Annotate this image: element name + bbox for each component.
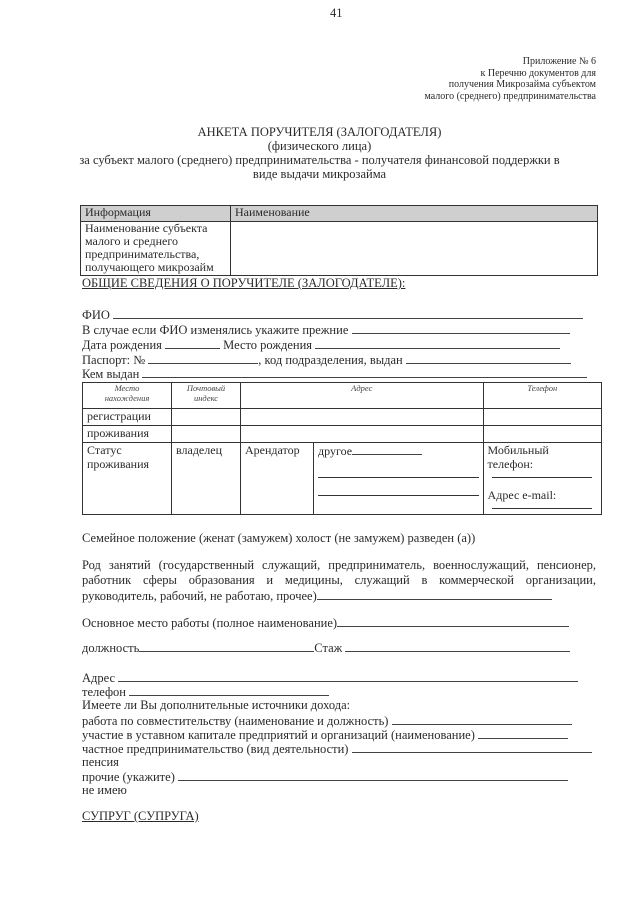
info-label-line: Наименование субъекта [85, 221, 208, 235]
addr-registration-phone[interactable] [483, 409, 601, 426]
status-other-row [318, 443, 479, 458]
income-question: Имеете ли Вы дополнительные источники дохода: [82, 698, 351, 712]
experience-field[interactable] [345, 640, 570, 652]
status-other-line[interactable] [318, 487, 479, 496]
header-line: Почтовый [186, 383, 226, 393]
appendix-line: к Перечню документов для [480, 67, 596, 79]
addr-header-address: Адрес [241, 383, 484, 409]
status-other[interactable] [314, 443, 484, 515]
info-label-line: предпринимательства, [85, 247, 200, 261]
addr-row-registration: регистрации [83, 409, 172, 426]
issued-field[interactable] [406, 352, 571, 364]
income-option-pension[interactable]: пенсия [82, 755, 119, 769]
addr-residence-zip[interactable] [172, 426, 241, 443]
income-option-row [82, 741, 592, 757]
income-option-label: участие в уставном капитале предприятий и организаций (наименование) [82, 728, 475, 742]
passport-label: Паспорт: № [82, 353, 146, 367]
addr-residence-phone[interactable] [483, 426, 601, 443]
info-label-line: малого и среднего [85, 234, 178, 248]
occupation-line: Род занятий (государственный служащий, предприниматель, военнослужащий, пенсионер, [82, 558, 596, 572]
appendix-line: получения Микрозайма субъектом [448, 79, 596, 90]
title-line3: за субъект малого (среднего) предпринимательства - получателя финансовой поддержки в [79, 153, 560, 167]
addr-header-phone: Телефон [483, 383, 601, 409]
fio-changed-row [82, 322, 570, 338]
work-phone-label: телефон [82, 685, 126, 699]
status-label-line: проживания [87, 457, 150, 471]
issued-by-row [82, 366, 587, 382]
appendix-line: малого (среднего) предпринимательства [424, 90, 596, 102]
info-row-value[interactable] [231, 222, 598, 276]
info-row-label [81, 222, 231, 276]
birth-date-label: Дата рождения [82, 338, 162, 352]
status-label-line: Статус [87, 443, 122, 457]
addr-residence-address[interactable] [241, 426, 484, 443]
appendix-line: Приложение № 6 [522, 56, 596, 67]
income-option-field[interactable] [178, 769, 568, 781]
header-line: индекс [193, 393, 219, 403]
experience-label: Стаж [314, 641, 343, 655]
address-table [82, 382, 602, 515]
position-field[interactable] [139, 640, 314, 652]
info-table [80, 205, 598, 276]
income-option-label: работа по совместительству (наименование и должность) [82, 714, 389, 728]
header-line: нахождения [104, 393, 150, 403]
status-owner[interactable]: владелец [172, 443, 241, 515]
title-main: АНКЕТА ПОРУЧИТЕЛЯ (ЗАЛОГОДАТЕЛЯ) [197, 125, 442, 139]
title-line4: виде выдачи микрозайма [252, 167, 387, 181]
occupation-line-3 [82, 588, 596, 604]
fio-row [82, 307, 583, 323]
family-status: Семейное положение (женат (замужем) холост (не замужем) разведен (а)) [82, 531, 476, 545]
work-phone-field[interactable] [129, 684, 329, 696]
income-option-label: прочие (укажите) [82, 770, 175, 784]
info-header-info: Информация [81, 206, 231, 222]
main-work-label: Основное место работы (полное наименование) [82, 616, 338, 630]
addr-header-location [83, 383, 172, 409]
general-heading: ОБЩИЕ СВЕДЕНИЯ О ПОРУЧИТЕЛЕ (ЗАЛОГОДАТЕЛЕ): [82, 276, 406, 290]
form-title [0, 125, 639, 181]
appendix-note [424, 56, 596, 102]
fio-field[interactable] [113, 307, 583, 319]
status-tenant[interactable]: Арендатор [241, 443, 314, 515]
issued-by-field[interactable] [142, 366, 587, 378]
mobile-phone-field[interactable] [492, 471, 592, 478]
division-code-label: , код подразделения, выдан [258, 353, 403, 367]
fio-changed-label: В случае если ФИО изменялись укажите прежние [82, 323, 349, 337]
income-option-field[interactable] [478, 727, 568, 739]
birth-date-field[interactable] [165, 337, 220, 349]
occupation-block [82, 558, 596, 604]
main-work-field[interactable] [337, 615, 569, 627]
position-row [82, 640, 570, 656]
work-address-field[interactable] [118, 670, 578, 682]
fio-changed-field[interactable] [352, 322, 570, 334]
income-option-row [82, 769, 568, 785]
info-header-name: Наименование [231, 206, 598, 222]
addr-row-residence: проживания [83, 426, 172, 443]
status-label [83, 443, 172, 515]
spouse-heading: СУПРУГ (СУПРУГА) [82, 809, 199, 823]
income-option-none[interactable]: не имею [82, 783, 127, 797]
status-other-field[interactable] [352, 443, 422, 455]
work-address-label: Адрес [82, 671, 116, 685]
income-option-label: частное предпринимательство (вид деятельности) [82, 742, 349, 756]
page-number: 41 [330, 6, 343, 20]
birth-row [82, 337, 560, 353]
occupation-line: работник сферы образования и медицины, служащий в коммерческой организации, [82, 573, 596, 587]
birth-place-field[interactable] [315, 337, 560, 349]
income-option-field[interactable] [352, 741, 592, 753]
occupation-field[interactable] [317, 588, 552, 600]
main-work-row [82, 615, 569, 631]
status-other-line[interactable] [318, 469, 479, 478]
header-line: Место [114, 383, 140, 393]
position-label: должность [82, 641, 140, 655]
addr-registration-address[interactable] [241, 409, 484, 426]
income-option-field[interactable] [392, 713, 572, 725]
birth-place-label: Место рождения [223, 338, 313, 352]
addr-registration-zip[interactable] [172, 409, 241, 426]
email-label: Адрес e-mail: [487, 488, 557, 502]
title-sub: (физического лица) [267, 139, 372, 153]
mobile-phone-label: Мобильный телефон: [487, 443, 549, 471]
info-label-line: получающего микрозайм [85, 260, 214, 274]
issued-by-label: Кем выдан [82, 367, 140, 381]
email-field[interactable] [492, 502, 592, 509]
occupation-line: руководитель, рабочий, не работаю, прочее) [82, 589, 317, 603]
contact-cell [483, 443, 601, 515]
addr-header-zip [172, 383, 241, 409]
status-other-label: другое [318, 444, 353, 458]
passport-number-field[interactable] [148, 352, 258, 364]
fio-label: ФИО [82, 308, 110, 322]
